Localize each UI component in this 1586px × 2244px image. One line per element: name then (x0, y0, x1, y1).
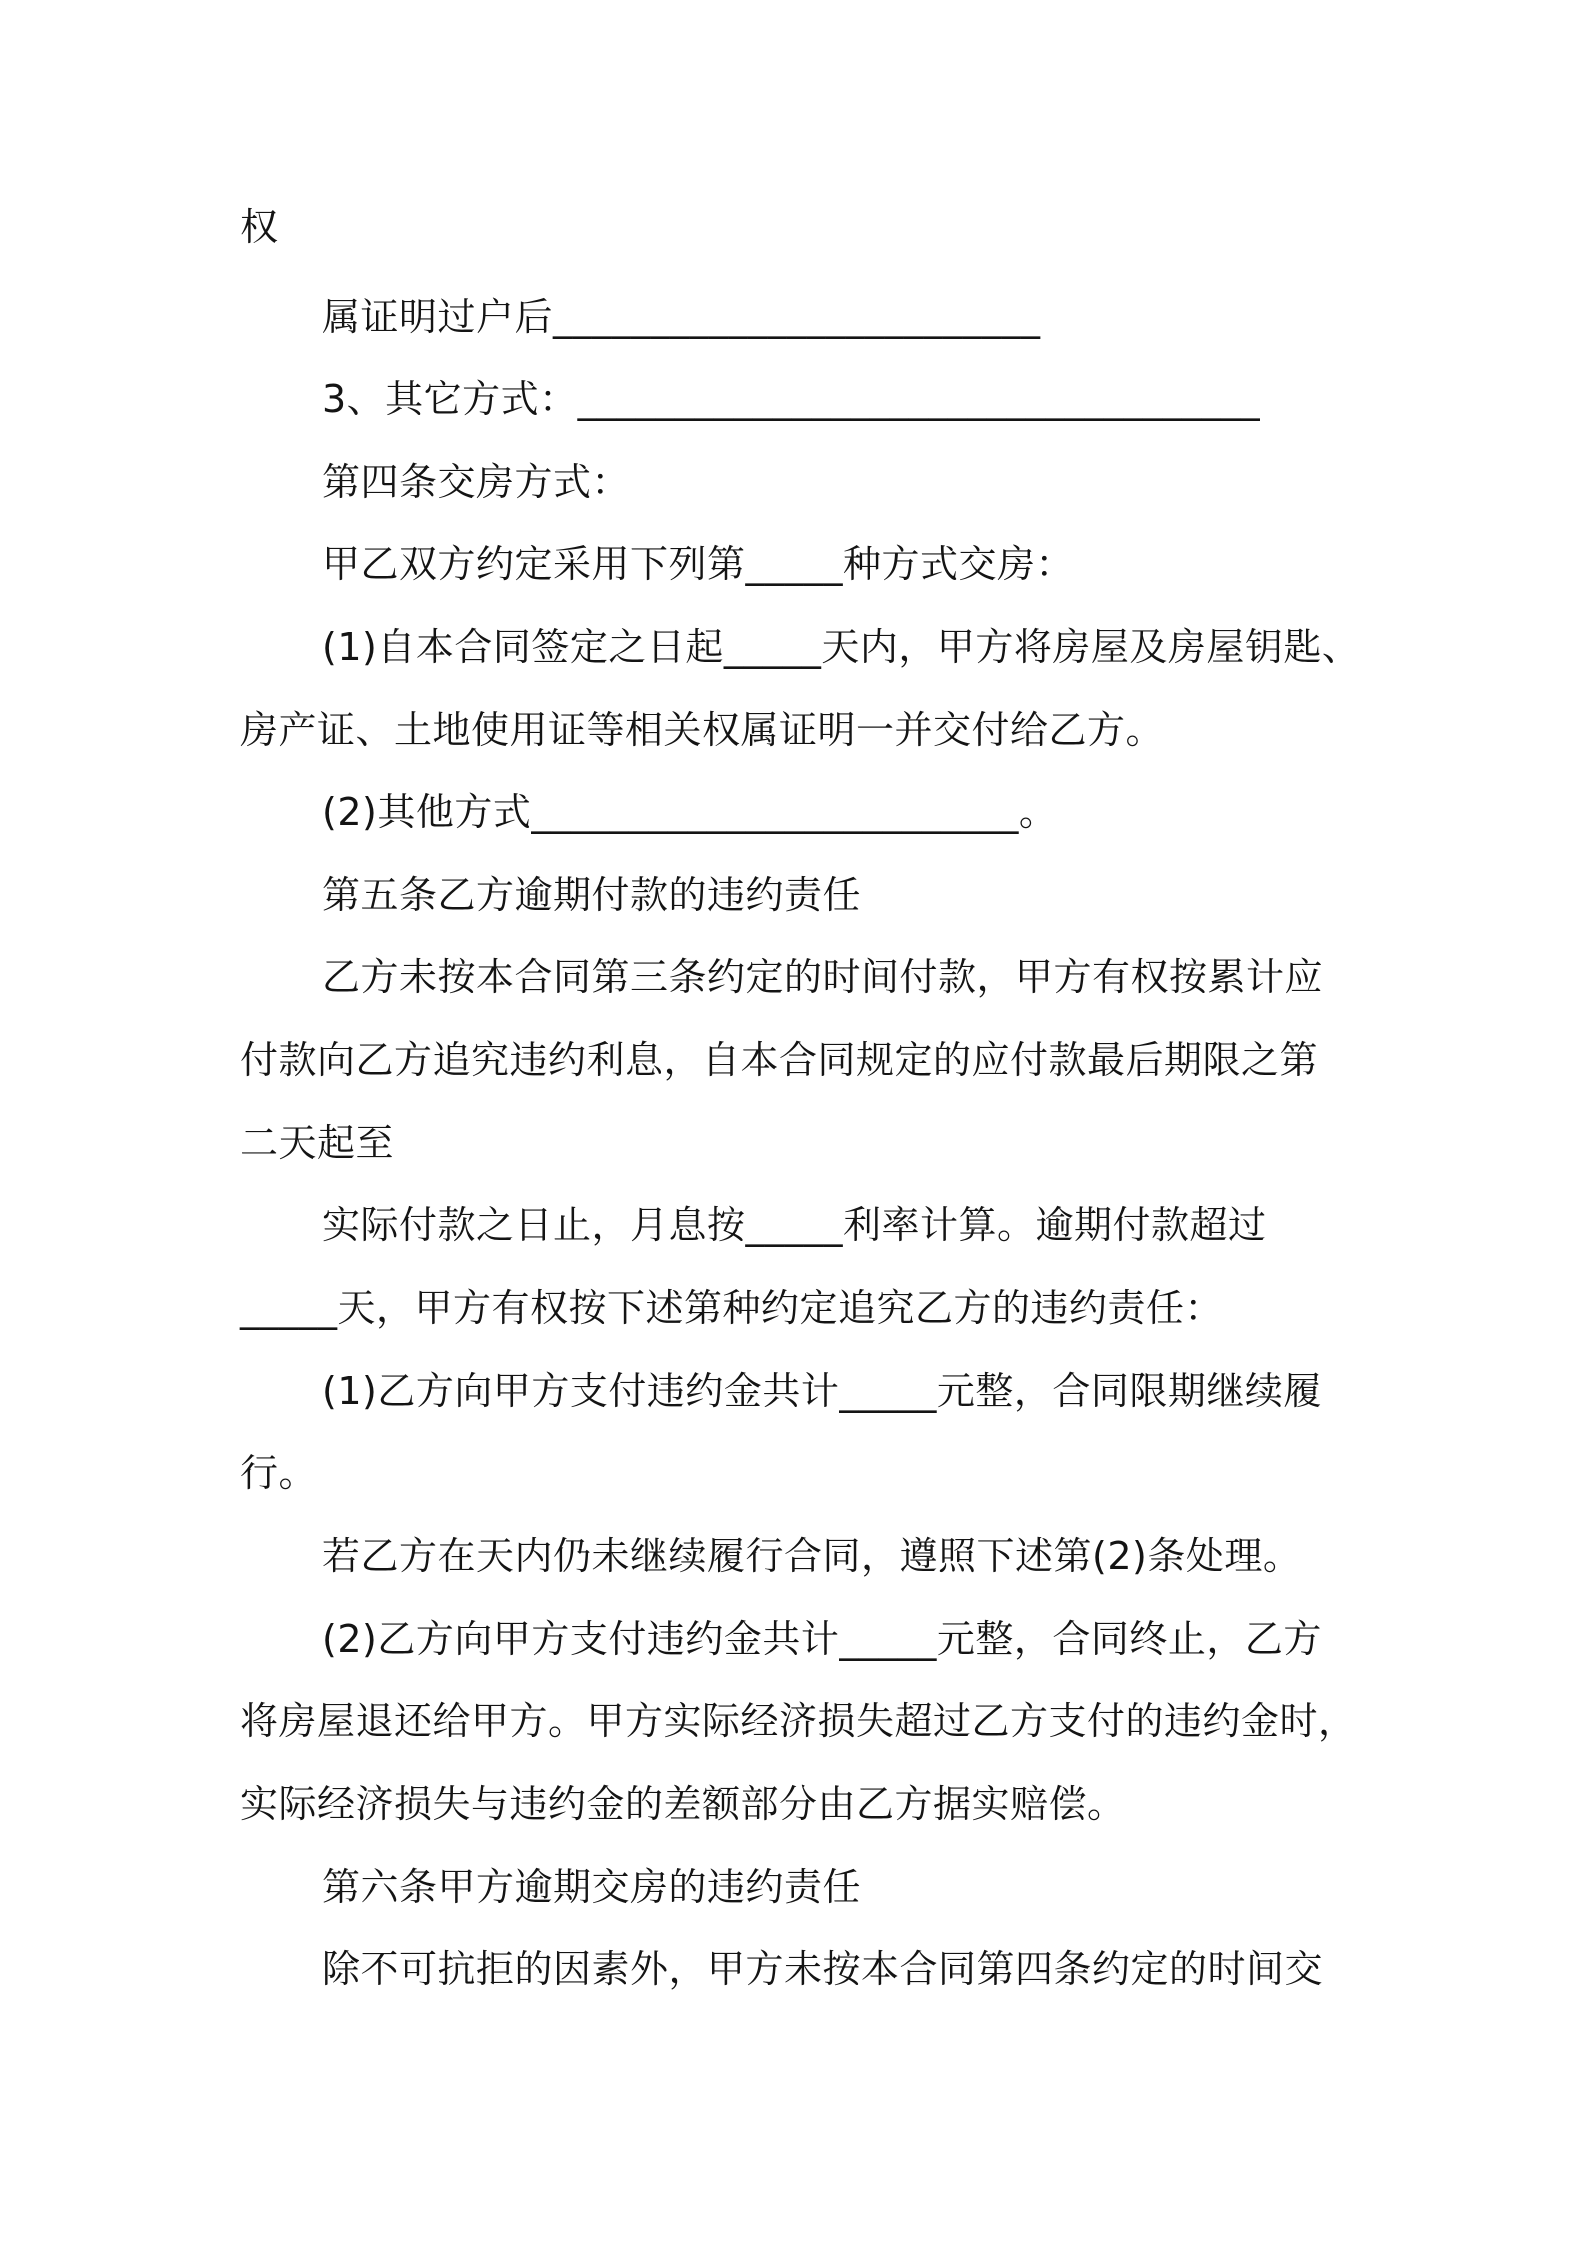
text-line: 第五条乙方逾期付款的违约责任 (322, 873, 862, 917)
text-line: 权 (240, 205, 279, 249)
text-line: 若乙方在天内仍未继续履行合同，遵照下述第(2)条处理。 (322, 1534, 1302, 1578)
text-line: 二天起至 (240, 1121, 395, 1165)
text-line: 属证明过户后_________________________ (322, 295, 1041, 339)
text-line: _____天，甲方有权按下述第种约定追究乙方的违约责任： (240, 1286, 1224, 1330)
text-line: 第四条交房方式： (322, 460, 631, 504)
text-line: 将房屋退还给甲方。甲方实际经济损失超过乙方支付的违约金时， (240, 1699, 1357, 1743)
text-line: 第六条甲方逾期交房的违约责任 (322, 1865, 862, 1909)
text-line: (1)自本合同签定之日起_____天内，甲方将房屋及房屋钥匙、 (322, 625, 1361, 669)
text-line: (2)乙方向甲方支付违约金共计_____元整，合同终止，乙方 (322, 1617, 1322, 1661)
text-line: (1)乙方向甲方支付违约金共计_____元整，合同限期继续履 (322, 1369, 1322, 1413)
text-line: 甲乙双方约定采用下列第_____种方式交房： (322, 542, 1075, 586)
text-line: 房产证、土地使用证等相关权属证明一并交付给乙方。 (240, 708, 1165, 752)
text-line: 行。 (240, 1451, 318, 1495)
text-line: 3、其它方式：___________________________________ (322, 377, 1261, 421)
text-line: 乙方未按本合同第三条约定的时间付款，甲方有权按累计应 (322, 955, 1324, 999)
text-line: (2)其他方式_________________________。 (322, 790, 1058, 834)
text-line: 实际付款之日止，月息按_____利率计算。逾期付款超过 (322, 1203, 1267, 1247)
text-line: 付款向乙方追究违约利息，自本合同规定的应付款最后期限之第 (240, 1038, 1319, 1082)
text-line: 实际经济损失与违约金的差额部分由乙方据实赔偿。 (240, 1782, 1126, 1826)
text-line: 除不可抗拒的因素外，甲方未按本合同第四条约定的时间交 (322, 1947, 1324, 1991)
